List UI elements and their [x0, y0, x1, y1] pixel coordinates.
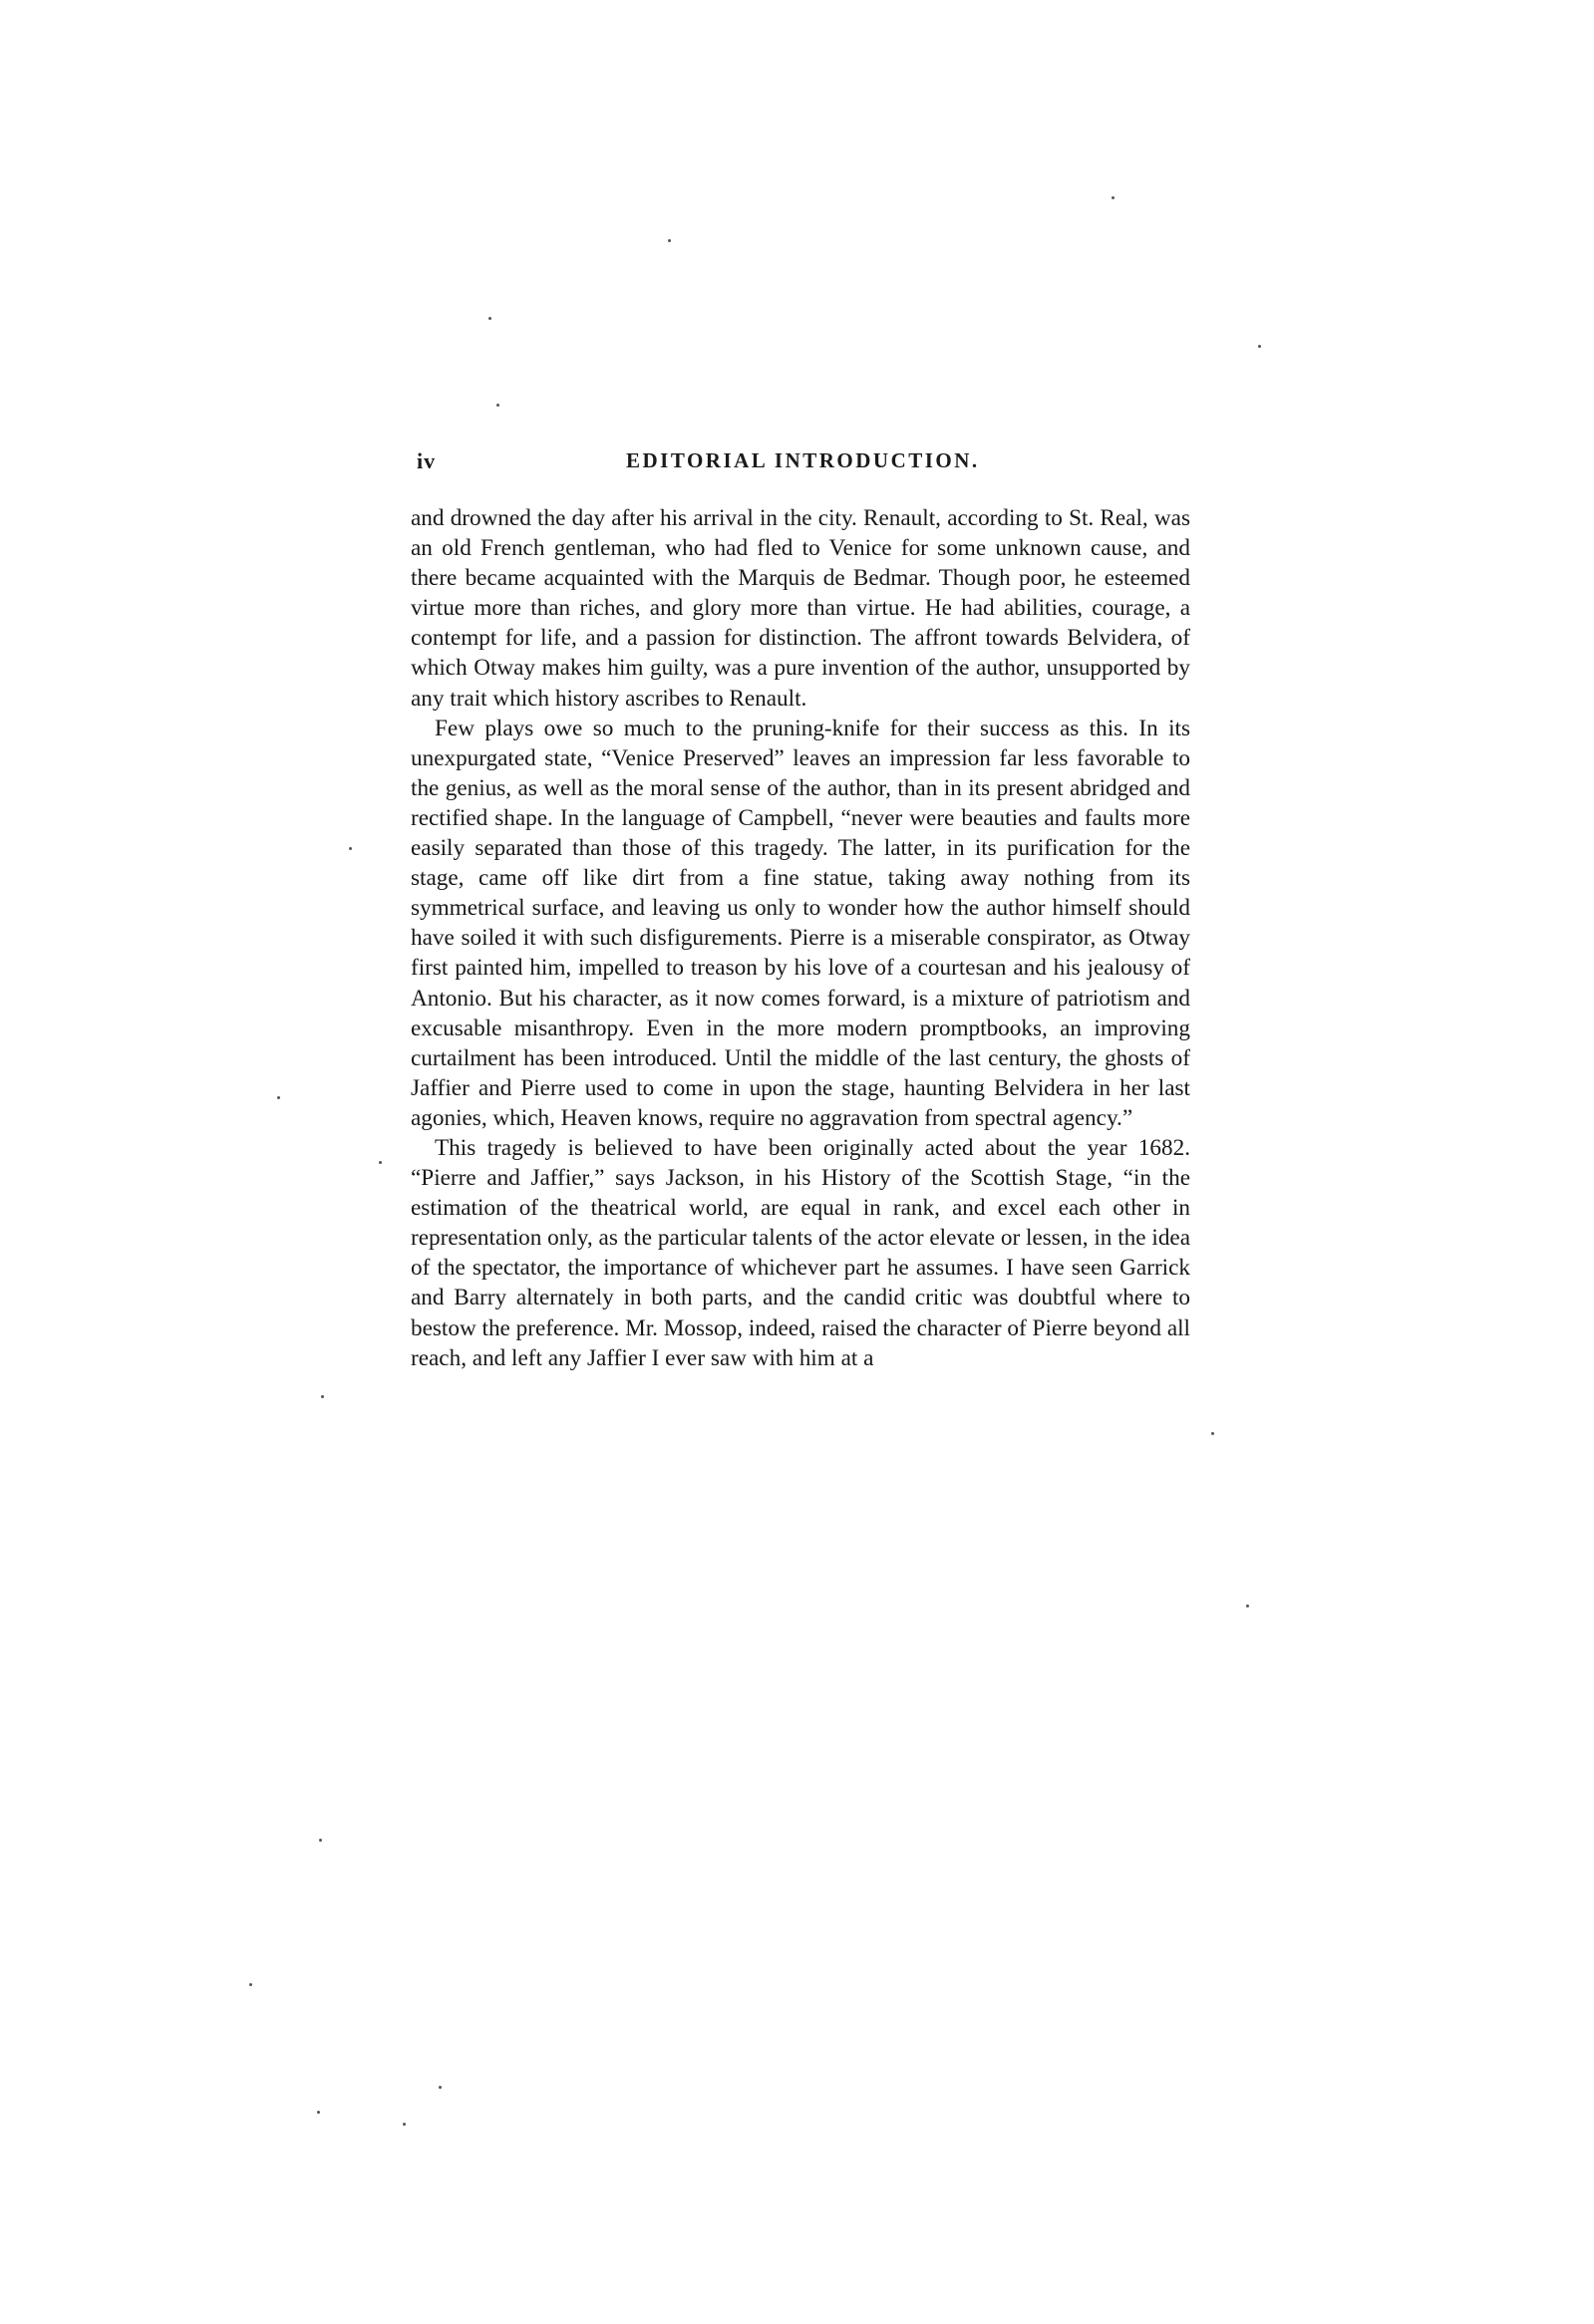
- scan-speck: [488, 317, 491, 320]
- page-header: [417, 448, 1194, 478]
- scan-speck: [277, 1096, 280, 1099]
- scan-speck: [1246, 1604, 1249, 1607]
- scan-speck: [668, 239, 671, 242]
- scan-speck: [379, 1161, 382, 1164]
- scan-speck: [319, 1839, 322, 1842]
- scan-speck: [439, 2086, 442, 2089]
- scan-speck: [1258, 345, 1261, 348]
- scan-speck: [317, 2111, 320, 2114]
- scan-speck: [1112, 196, 1115, 199]
- scan-speck: [496, 404, 499, 407]
- body-text: [411, 503, 1190, 1749]
- scan-speck: [321, 1395, 324, 1398]
- page-number: iv: [417, 448, 437, 473]
- scan-speck: [1211, 1432, 1214, 1435]
- scan-speck: [349, 847, 352, 850]
- scan-speck: [403, 2123, 406, 2126]
- scan-speck: [249, 1983, 252, 1986]
- paragraph-pruning-knife: Few plays owe so much to the pruning-knife for their success as this. In its unexpurgated state, “Venice Preserved” leaves an impression far less favorable to the genius, as well as the moral sense of the author, than in its present abridged and rectified shape. In the language of Campbell, “never were beauties and faults more easily separated than those of this tragedy. The latter, in its purification for the stage, came off like dirt from a fine statue, taking away nothing from its symmetrical surface, and leaving us only to wonder how the author himself should have soiled it with such disfigurements. Pierre is a miserable conspirator, as Otway first painted him, impelled to treason by his love of a courtesan and his jealousy of Antonio. But his character, as it now comes forward, is a mixture of patriotism and excusable misanthropy. Even in the more modern promptbooks, an improving curtailment has been introduced. Until the middle of the last century, the ghosts of Jaffier and Pierre used to come in upon the stage, haunting Belvidera in her last agonies, which, Heaven knows, require no aggravation from spectral agency.”: [411, 715, 1190, 1131]
- running-title: EDITORIAL INTRODUCTION.: [626, 448, 980, 472]
- paragraph-first-acted: This tragedy is believed to have been originally acted about the year 1682. “Pierre and Jaffier,” says Jackson, in his History of the Scottish Stage, “in the estimation of the theatrical world, are equal in rank, and excel each other in representation only, as the particular talents of the actor elevate or lessen, in the idea of the spectator, the importance of whichever part he assumes. I have seen Garrick and Barry alternately in both parts, and the candid critic was doubtful where to bestow the preference. Mr. Mossop, indeed, raised the character of Pierre beyond all reach, and left any Jaffier I ever saw with him at a: [411, 1134, 1190, 1371]
- paragraph-renault: and drowned the day after his arrival in the city. Renault, according to St. Real, was an old French gentleman, who had fled to Venice for some unknown cause, and there became acquainted with the Marquis de Bedmar. Though poor, he esteemed virtue more than riches, and glory more than virtue. He had abilities, courage, a contempt for life, and a passion for distinction. The affront towards Belvidera, of which Otway makes him guilty, was a pure invention of the author, unsupported by any trait which history ascribes to Renault.: [411, 505, 1190, 712]
